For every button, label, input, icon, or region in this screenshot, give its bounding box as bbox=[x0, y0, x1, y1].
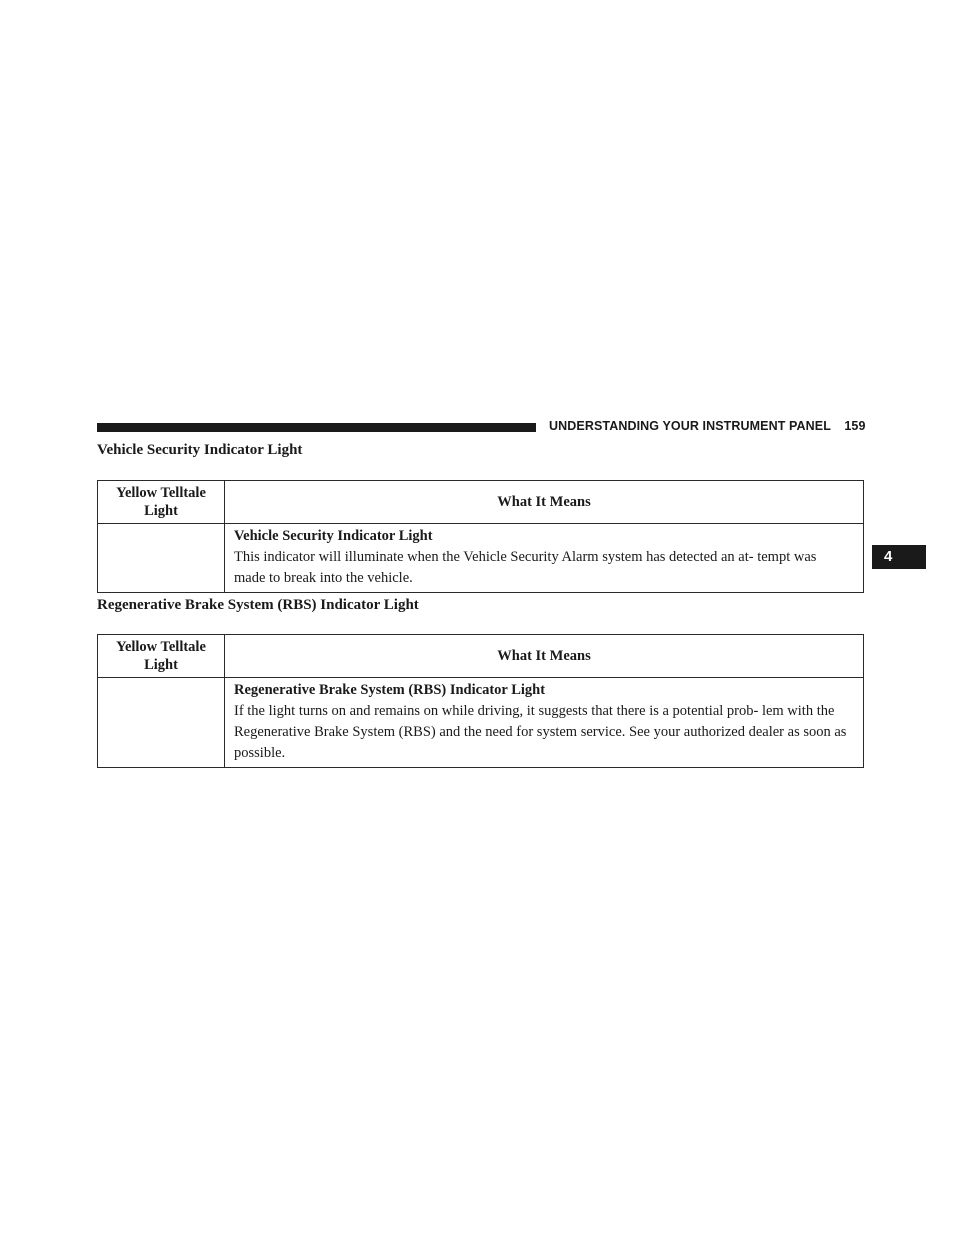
meaning-title: Regenerative Brake System (RBS) Indicator Light bbox=[234, 682, 546, 698]
telltale-table-rbs bbox=[97, 634, 864, 768]
col-header-meaning: What It Means bbox=[225, 481, 864, 524]
meaning-cell bbox=[225, 524, 864, 593]
meaning-title: Vehicle Security Indicator Light bbox=[234, 528, 433, 544]
section-title-rbs: Regenerative Brake System (RBS) Indicator Light bbox=[97, 597, 419, 613]
col-header-meaning: What It Means bbox=[225, 635, 864, 678]
running-header bbox=[549, 419, 866, 433]
col-header-telltale: Yellow Telltale Light bbox=[98, 481, 225, 524]
chapter-tab: 4 bbox=[872, 545, 926, 569]
table-row bbox=[98, 678, 864, 768]
header-rule bbox=[97, 423, 536, 432]
section-title-vehicle-security: Vehicle Security Indicator Light bbox=[97, 442, 303, 458]
meaning-cell bbox=[225, 678, 864, 768]
telltale-cell bbox=[98, 524, 225, 593]
col-header-telltale: Yellow Telltale Light bbox=[98, 635, 225, 678]
meaning-text: If the light turns on and remains on while driving, it suggests that there is a potential prob- lem with the Regenerative Brake System (RBS) and the need for system service. See your authorized dealer as soon as possible. bbox=[234, 703, 847, 761]
table-header-row bbox=[98, 481, 864, 524]
page-number: 159 bbox=[844, 419, 866, 433]
table-row bbox=[98, 524, 864, 593]
telltale-cell bbox=[98, 678, 225, 768]
meaning-text: This indicator will illuminate when the Vehicle Security Alarm system has detected an at- tempt was made to break into the vehicle. bbox=[234, 549, 817, 586]
telltale-table-vehicle-security bbox=[97, 480, 864, 593]
running-header-title: UNDERSTANDING YOUR INSTRUMENT PANEL bbox=[549, 419, 831, 433]
table-header-row bbox=[98, 635, 864, 678]
